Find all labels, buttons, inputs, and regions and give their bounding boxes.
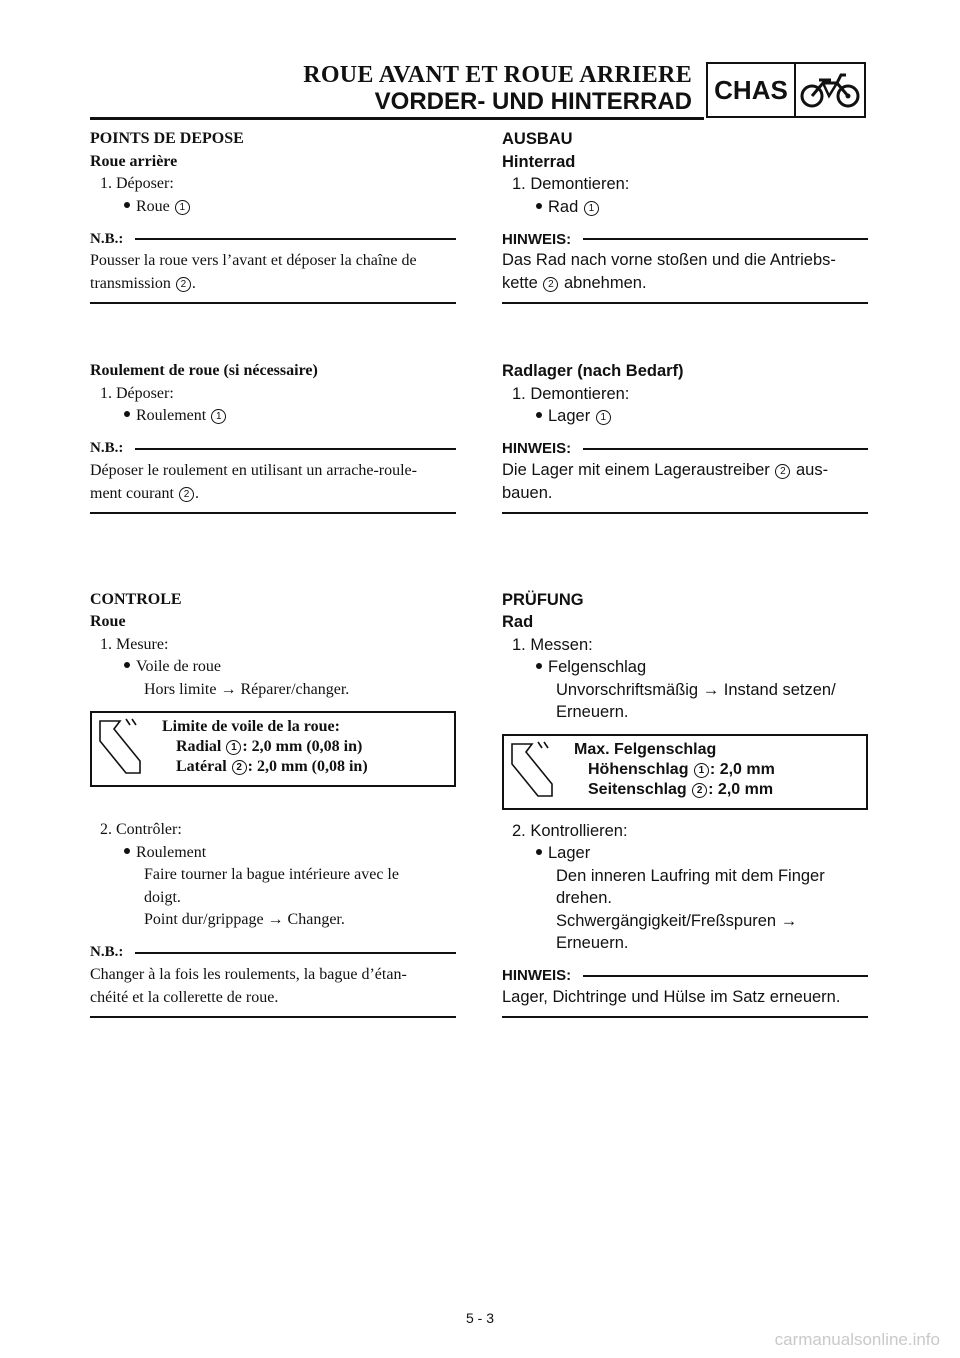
section-heading: POINTS DE DEPOSE: [90, 130, 244, 147]
reference-number: 2: [232, 760, 247, 775]
badge-label: CHAS: [708, 64, 796, 116]
note-block: [90, 439, 456, 514]
reference-number: 2: [179, 487, 194, 502]
step: 1. Demontieren:: [512, 175, 630, 193]
reference-number: 1: [175, 200, 190, 215]
note-end-rule: [90, 1016, 456, 1018]
reference-number: 1: [694, 763, 709, 778]
note-rule: [135, 952, 456, 954]
spec-title: Limite de voile de la roue:: [162, 718, 340, 735]
spec-box: [502, 734, 868, 810]
note-text: Die Lager mit einem Lageraustreiber 2 aus- bauen.: [502, 460, 829, 502]
note-rule: [583, 448, 868, 450]
page-number: 5 - 3: [465, 1310, 494, 1326]
subsection-heading: Roue arrière: [90, 152, 178, 170]
bullet-icon: [536, 849, 542, 855]
bullet-item: Voile de roue: [90, 656, 456, 679]
note-label: HINWEIS:: [502, 967, 572, 984]
step: 2. Kontrollieren:: [512, 821, 628, 840]
spec-lateral: Latéral 2 : 2,0 mm (0,08 in): [176, 758, 368, 775]
note-block: [502, 966, 868, 1018]
section-badge: [706, 62, 866, 118]
reference-number: 2: [692, 783, 707, 798]
section-heading: PRÜFUNG: [502, 590, 584, 609]
section-heading: CONTROLE: [90, 590, 182, 608]
reference-number: 1: [596, 410, 611, 425]
subsection-heading: Hinterrad: [502, 152, 576, 171]
wrench-icon: [504, 736, 560, 808]
note-block: [90, 229, 456, 304]
spec-box: [90, 711, 456, 787]
note-block: [502, 439, 868, 514]
bullet-item: Roulement 1: [90, 405, 456, 428]
note-label: N.B.:: [90, 440, 124, 456]
spec-radial: Radial 1 : 2,0 mm (0,08 in): [176, 738, 363, 755]
reference-number: 2: [543, 277, 558, 292]
spec-lateral: Seitenschlag 2 : 2,0 mm: [588, 780, 774, 798]
wrench-icon: [92, 713, 148, 785]
instruction-text: Point dur/grippage → Changer.: [144, 911, 345, 928]
note-rule: [583, 975, 868, 977]
reference-number: 2: [176, 277, 191, 292]
subsection-heading: Rad: [502, 613, 534, 631]
watermark: carmanualsonline.info: [774, 1330, 940, 1349]
note-rule: [135, 448, 456, 450]
note-label: HINWEIS:: [502, 440, 572, 457]
bullet-icon: [536, 203, 542, 209]
note-text: Pousser la roue vers l’avant et déposer la chaîne de transmission 2 .: [90, 252, 417, 292]
instruction-text: doigt.: [144, 888, 181, 906]
note-label: HINWEIS:: [502, 230, 572, 248]
spec-content: [560, 736, 775, 808]
step: 1. Demontieren:: [512, 384, 630, 403]
title-french: ROUE AVANT ET ROUE ARRIERE: [303, 62, 692, 88]
step: 1. Déposer:: [100, 175, 174, 192]
reference-number: 1: [584, 201, 599, 216]
note-block: [502, 229, 868, 304]
reference-number: 2: [775, 464, 790, 479]
bullet-icon: [536, 663, 542, 669]
instruction-text: Unvorschriftsmäßig → Instand setzen/: [556, 680, 836, 699]
motorcycle-icon: [796, 64, 864, 116]
instruction-text: Schwergängigkeit/Freßspuren →: [556, 911, 798, 930]
instruction-text: Erneuern.: [556, 703, 629, 721]
note-block: [90, 943, 456, 1018]
note-text: Lager, Dichtringe und Hülse im Satz erneuern.: [502, 987, 841, 1006]
subsection-heading: Roulement de roue (si nécessaire): [90, 362, 318, 379]
note-text: Changer à la fois les roulements, la bague d’étan- chéité et la collerette de roue.: [90, 965, 407, 1006]
bullet-icon: [536, 412, 542, 418]
subsection-heading: Radlager (nach Bedarf): [502, 362, 684, 380]
bullet-icon: [124, 662, 130, 668]
reference-number: 1: [211, 409, 226, 424]
note-rule: [135, 238, 456, 240]
title-underline: [90, 117, 704, 120]
bullet-icon: [124, 202, 130, 208]
instruction-text: Den inneren Laufring mit dem Finger: [556, 866, 825, 885]
note-text: Déposer le roulement en utilisant un arrache-roule- ment courant 2 .: [90, 461, 417, 502]
spec-radial: Höhenschlag 1 : 2,0 mm: [588, 760, 775, 778]
instruction-text: Hors limite → Réparer/changer.: [144, 680, 350, 698]
spec-title: Max. Felgenschlag: [574, 740, 717, 758]
instruction-text: drehen.: [556, 889, 612, 907]
note-text: Das Rad nach vorne stoßen und die Antriebs- kette 2 abnehmen.: [502, 251, 836, 292]
subsection-heading: Roue: [90, 613, 126, 630]
step: 1. Mesure:: [100, 635, 169, 653]
bullet-icon: [124, 411, 130, 417]
title-german: VORDER- UND HINTERRAD: [374, 88, 692, 115]
bullet-item: Roulement: [90, 842, 456, 865]
bullet-icon: [124, 848, 130, 854]
instruction-text: Erneuern.: [556, 934, 629, 952]
step: 1. Déposer:: [100, 384, 174, 402]
note-end-rule: [502, 1016, 868, 1018]
note-label: N.B.:: [90, 230, 124, 247]
step: 1. Messen:: [512, 635, 593, 654]
note-label: N.B.:: [90, 944, 124, 960]
bullet-item: Felgenschlag: [502, 656, 868, 679]
step: 2. Contrôler:: [100, 821, 182, 838]
reference-number: 1: [226, 740, 241, 755]
note-rule: [583, 238, 868, 240]
instruction-text: Faire tourner la bague intérieure avec le: [144, 866, 399, 883]
spec-content: [148, 713, 368, 785]
bullet-item: Roue 1: [90, 196, 456, 219]
bullet-item: Lager 1: [502, 405, 868, 428]
section-heading: AUSBAU: [502, 130, 573, 148]
bullet-item: Rad 1: [502, 196, 868, 219]
french-column: [90, 128, 456, 1018]
german-column: [502, 128, 868, 1018]
bullet-item: Lager: [502, 842, 868, 865]
